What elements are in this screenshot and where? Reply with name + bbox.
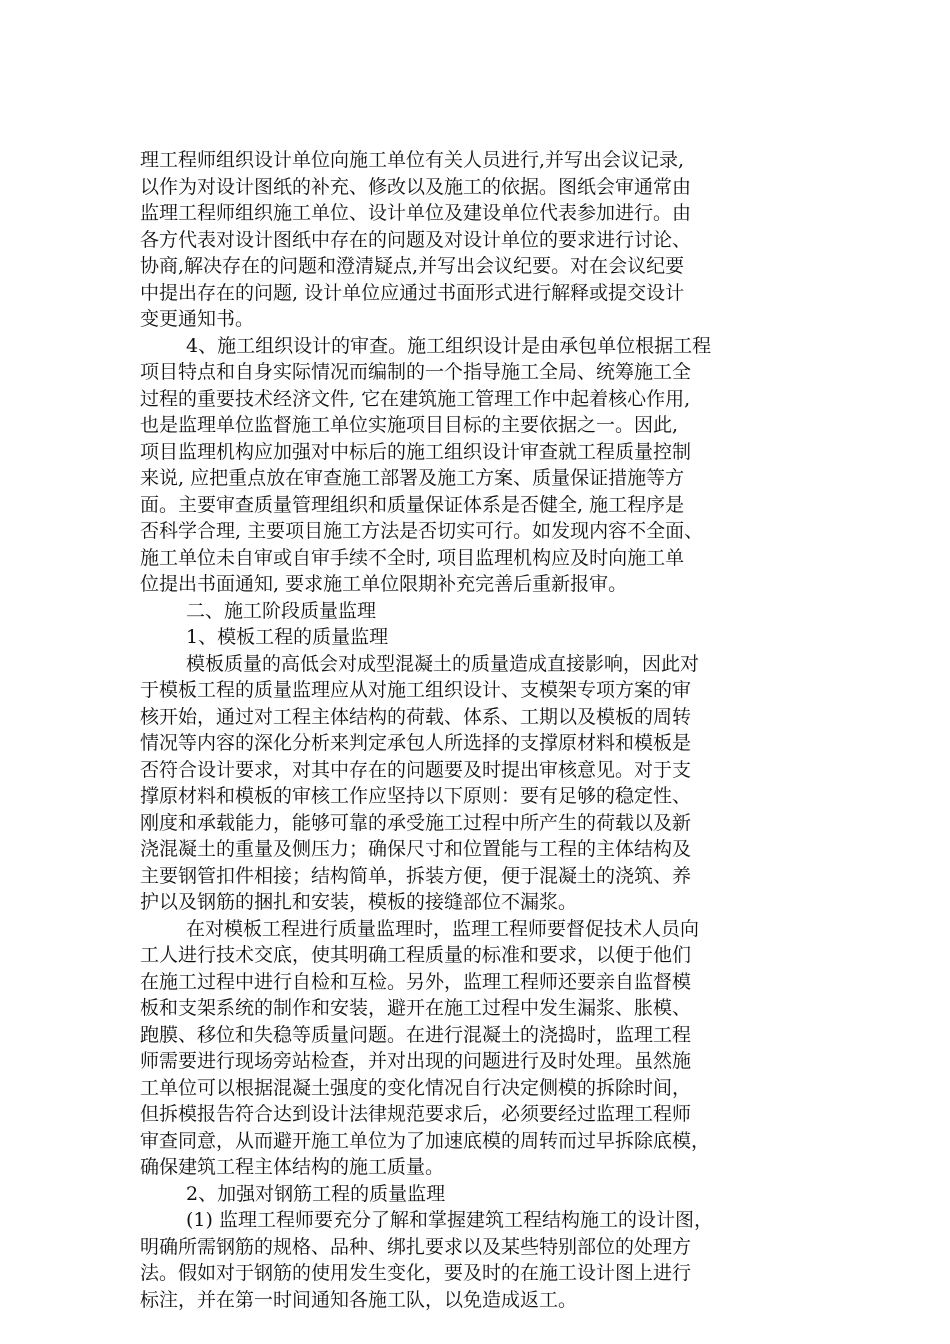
text-line: 工单位可以根据混凝土强度的变化情况自行决定侧模的拆除时间， [140,1076,692,1099]
text-line: 板和支架系统的制作和安装，避开在施工过程中发生漏浆、胀模、 [140,997,692,1019]
text-line: 否符合设计要求，对其中存在的问题要及时提出审核意见。对于支 [140,758,692,781]
text-line: 审查同意，从而避开施工单位为了加速底模的周转而过早拆除底模， [140,1129,711,1152]
text-line: 确保建筑工程主体结构的施工质量。 [140,1156,445,1178]
text-line: 情况等内容的深化分析来判定承包人所选择的支撑原材料和模板是 [140,732,692,754]
text-line: 跑膜、移位和失稳等质量问题。在进行混凝土的浇捣时，监理工程 [140,1023,692,1046]
text-line: 师需要进行现场旁站检查，并对出现的问题进行及时处理。虽然施 [140,1050,692,1072]
text-line: 各方代表对设计图纸中存在的问题及对设计单位的要求进行讨论、 [140,228,692,251]
text-line: 撑原材料和模板的审核工作应坚持以下原则：要有足够的稳定性、 [140,785,692,807]
text-line: 理工程师组织设计单位向施工单位有关人员进行,并写出会议记录, [140,149,685,171]
text-line: 浇混凝土的重量及侧压力；确保尺寸和位置能与工程的主体结构及 [140,838,692,860]
text-line: 模板质量的高低会对成型混凝土的质量造成直接影响，因此对 [186,652,700,675]
text-line: 法。假如对于钢筋的使用发生变化，要及时的在施工设计图上进行 [140,1262,692,1284]
text-line: 在施工过程中进行自检和互检。另外，监理工程师还要亲自监督模 [140,970,692,993]
text-line: 二、施工阶段质量监理 [186,599,377,622]
text-line: 过程的重要技术经济文件, 它在建筑施工管理工作中起着核心作用, [140,387,691,410]
text-line: 监理工程师组织施工单位、设计单位及建设单位代表参加进行。由 [140,202,692,224]
text-line: 项目监理机构应加强对中标后的施工组织设计审查就工程质量控制 [140,440,692,463]
text-line: 2、加强对钢筋工程的质量监理 [186,1182,446,1205]
text-line: 也是监理单位监督施工单位实施项目目标的主要依据之一。因此, [140,414,679,436]
text-line: 以作为对设计图纸的补充、修改以及施工的依据。图纸会审通常由 [140,175,692,198]
document-body [140,147,820,1313]
text-line: 工人进行技术交底，使其明确工程质量的标准和要求，以便于他们 [140,944,692,966]
text-line: 来说, 应把重点放在审查施工部署及施工方案、质量保证措施等方 [140,467,685,489]
text-line: 护以及钢筋的捆扎和安装，模板的接缝部位不漏浆。 [140,891,578,913]
text-line: 明确所需钢筋的规格、品种、绑扎要求以及某些特别部位的处理方 [140,1235,692,1258]
text-line: 中提出存在的问题, 设计单位应通过书面形式进行解释或提交设计 [140,281,685,304]
text-line: (1) 监理工程师要充分了解和掌握建筑工程结构施工的设计图， [186,1209,713,1231]
text-line: 4、施工组织设计的审查。施工组织设计是由承包单位根据工程 [186,334,712,357]
text-line: 施工单位未自审或自审手续不全时, 项目监理机构应及时向施工单 [140,546,685,569]
text-line: 于模板工程的质量监理应从对施工组织设计、支模架专项方案的审 [140,679,692,701]
text-line: 主要钢管扣件相接；结构简单，拆装方便，便于混凝土的浇筑、养 [140,864,692,887]
text-line: 标注，并在第一时间通知各施工队，以免造成返工。 [140,1288,578,1311]
text-line: 项目特点和自身实际情况而编制的一个指导施工全局、统筹施工全 [140,361,692,383]
text-line: 面。主要审查质量管理组织和质量保证体系是否健全, 施工程序是 [140,493,685,516]
text-line: 变更通知书。 [140,308,255,330]
text-line: 刚度和承载能力，能够可靠的承受施工过程中所产生的荷载以及新 [140,811,692,834]
text-line: 位提出书面通知, 要求施工单位限期补充完善后重新报审。 [140,573,628,595]
text-line: 否科学合理, 主要项目施工方法是否切实可行。如发现内容不全面、 [140,520,704,542]
text-line: 在对模板工程进行质量监理时，监理工程师要督促技术人员向 [186,917,700,940]
text-line: 1、模板工程的质量监理 [186,626,389,648]
text-line: 但拆模报告符合达到设计法律规范要求后，必须要经过监理工程师 [140,1103,692,1125]
text-line: 核开始，通过对工程主体结构的荷载、体系、工期以及模板的周转 [140,705,692,728]
text-line: 协商,解决存在的问题和澄清疑点,并写出会议纪要。对在会议纪要 [140,255,685,277]
